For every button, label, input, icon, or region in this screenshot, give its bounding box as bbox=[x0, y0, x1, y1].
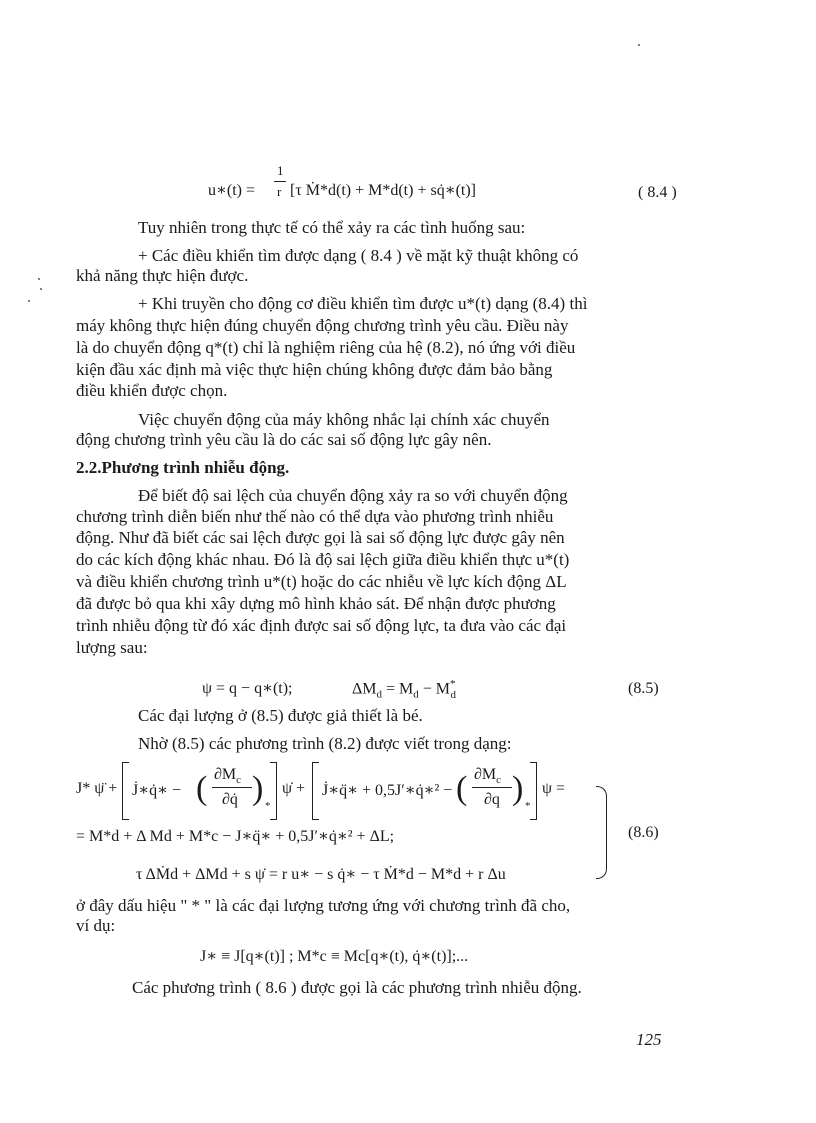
eq-8-5-star: * bbox=[450, 678, 456, 690]
equation-example: J∗ ≡ J[q∗(t)] ; M*c ≡ Mc[q∗(t), q̇∗(t)];... bbox=[200, 948, 469, 965]
paragraph-perturb-line4: do các kích động khác nhau. Đó là độ sai lệch giữa điều khiển thực u*(t) bbox=[76, 550, 570, 569]
paragraph-perturb-line1: Để biết độ sai lệch của chuyển động xảy ra so với chuyển động bbox=[138, 486, 568, 505]
eq-8-6-r1-e: ψ = bbox=[542, 780, 566, 797]
paragraph-rewrite-intro: Nhờ (8.5) các phương trình (8.2) được viết trong dạng: bbox=[138, 734, 512, 753]
paragraph-errors-line1: Việc chuyển động của máy không nhắc lại chính xác chuyển bbox=[138, 410, 550, 429]
eq-8-6-frac1-den: ∂q̇ bbox=[222, 791, 238, 808]
eq-8-4-lhs: u∗(t) = bbox=[208, 182, 255, 199]
paragraph-case2-line1: + Khi truyền cho động cơ điều khiển tìm được u*(t) dạng (8.4) thì bbox=[138, 294, 588, 313]
eq-8-6-paren1-close: ) bbox=[252, 770, 264, 807]
paragraph-case2-line2: máy không thực hiện đúng chuyển động chương trình yêu cầu. Điều này bbox=[76, 316, 569, 335]
eq-8-6-r1-d: J̇∗q̈∗ + 0,5J′∗q̇∗² − bbox=[322, 782, 453, 799]
scan-speck bbox=[40, 288, 42, 290]
eq-8-6-frac2-den: ∂q bbox=[484, 791, 500, 808]
paragraph-case2-line3: là do chuyển động q*(t) chỉ là nghiệm riêng của hệ (8.2), nó ứng với điều bbox=[76, 338, 576, 357]
eq-8-6-r1-a: J* ψ̈ + bbox=[76, 780, 118, 797]
eq-8-5-eq-m: = M bbox=[382, 680, 414, 698]
eq-8-6-brace-upper bbox=[596, 786, 607, 829]
paragraph-case1-line1: + Các điều khiển tìm được dạng ( 8.4 ) về mặt kỹ thuật không có bbox=[138, 246, 579, 265]
eq-8-5-right bbox=[352, 678, 456, 701]
eq-8-5-left: ψ = q − q∗(t); bbox=[202, 680, 293, 697]
paragraph-case1-line2: khả năng thực hiện được. bbox=[76, 266, 249, 285]
eq-8-6-paren2-open: ( bbox=[456, 770, 468, 807]
paragraph-case2-line5: điều khiển được chọn. bbox=[76, 381, 228, 400]
eq-8-6-paren1-star: * bbox=[265, 800, 271, 812]
eq-8-6-number: (8.6) bbox=[628, 824, 659, 841]
paragraph-notation-line1: ở đây dấu hiệu " * " là các đại lượng tương ứng với chương trình đã cho, bbox=[76, 896, 571, 915]
eq-8-6-frac1-num-text: ∂M bbox=[214, 766, 237, 783]
page-number: 125 bbox=[636, 1030, 662, 1049]
eq-8-4-number: ( 8.4 ) bbox=[638, 184, 677, 201]
paragraph-small-assumption: Các đại lượng ở (8.5) được giả thiết là bé. bbox=[138, 706, 423, 725]
eq-8-6-frac1-num bbox=[214, 766, 241, 786]
eq-8-5-sub-d2: d bbox=[413, 688, 419, 701]
eq-8-6-paren2-star: * bbox=[525, 800, 531, 812]
scan-speck bbox=[38, 278, 40, 280]
eq-8-4-frac-num: 1 bbox=[277, 163, 284, 178]
eq-8-6-frac2-num-text: ∂M bbox=[474, 766, 497, 783]
eq-8-6-frac2-bar bbox=[472, 787, 512, 788]
eq-8-6-bracket2-left bbox=[312, 762, 319, 820]
paragraph-perturb-line8: lượng sau: bbox=[76, 638, 148, 657]
eq-8-6-frac2-sub: c bbox=[496, 774, 502, 787]
paragraph-perturb-line3: động. Như đã biết các sai lệch được gọi là sai số động lực được gây nên bbox=[76, 528, 565, 547]
eq-8-6-r1-c: ψ̇ + bbox=[282, 780, 306, 797]
eq-8-6-bracket1-left bbox=[122, 762, 129, 820]
eq-8-6-bracket1-right bbox=[270, 762, 277, 820]
eq-8-6-r1-b: J̇∗q̇∗ − bbox=[132, 782, 181, 799]
paragraph-perturb-line6: đã được bỏ qua khi xây dựng mô hình khảo sát. Để nhận được phương bbox=[76, 594, 556, 613]
eq-8-6-brace-tip bbox=[606, 826, 615, 836]
eq-8-6-row2: = M*d + Δ Md + M*c − J∗q̈∗ + 0,5J′∗q̇∗² + ΔL; bbox=[76, 828, 395, 845]
eq-8-6-brace-lower bbox=[596, 836, 607, 879]
eq-8-4-frac-bar bbox=[274, 181, 286, 182]
eq-8-5-sub-d: d bbox=[376, 688, 383, 701]
scan-speck bbox=[28, 300, 30, 302]
eq-8-4-rhs: [τ Ṁ*d(t) + M*d(t) + sq̇∗(t)] bbox=[290, 182, 476, 199]
paragraph-perturb-line2: chương trình diễn biến như thế nào có thể dựa vào phương trình nhiễu bbox=[76, 507, 554, 526]
paragraph-notation-line2: ví dụ: bbox=[76, 916, 116, 935]
eq-8-6-frac1-bar bbox=[212, 787, 252, 788]
eq-8-6-frac2-num bbox=[474, 766, 501, 786]
scan-speck bbox=[638, 44, 640, 46]
paragraph-conclusion: Các phương trình ( 8.6 ) được gọi là các phương trình nhiễu động. bbox=[132, 978, 582, 997]
paragraph-perturb-line5: và điều khiển chương trình u*(t) hoặc do các nhiễu về lực kích động ΔL bbox=[76, 572, 567, 591]
eq-8-6-row3: τ ΔṀd + ΔMd + s ψ̇ = r u∗ − s q̇∗ − τ Ṁ*d − M*d + r Δu bbox=[136, 866, 506, 883]
paragraph-perturb-line7: trình nhiễu động từ đó xác định được sai số động lực, ta đưa vào các đại bbox=[76, 616, 567, 635]
paragraph-situations-intro: Tuy nhiên trong thực tế có thể xảy ra các tình huống sau: bbox=[138, 218, 526, 237]
eq-8-6-frac1-sub: c bbox=[236, 774, 242, 787]
paragraph-case2-line4: kiện đầu xác định mà việc thực hiện chúng không được đảm bảo bằng bbox=[76, 360, 553, 379]
paragraph-errors-line2: động chương trình yêu cầu là do các sai số động lực gây nên. bbox=[76, 430, 492, 449]
eq-8-5-number: (8.5) bbox=[628, 680, 659, 697]
eq-8-5-sub-d3: d bbox=[450, 688, 457, 701]
eq-8-6-paren2-close: ) bbox=[512, 770, 524, 807]
eq-8-6-paren1-open: ( bbox=[196, 770, 208, 807]
eq-8-5-minus-m: − M bbox=[418, 680, 451, 698]
eq-8-4-frac-den: r bbox=[277, 184, 282, 199]
eq-8-5-delta-m: ΔM bbox=[352, 680, 377, 698]
section-heading: 2.2.Phương trình nhiễu động. bbox=[76, 458, 290, 477]
eq-8-6-bracket2-right bbox=[530, 762, 537, 820]
